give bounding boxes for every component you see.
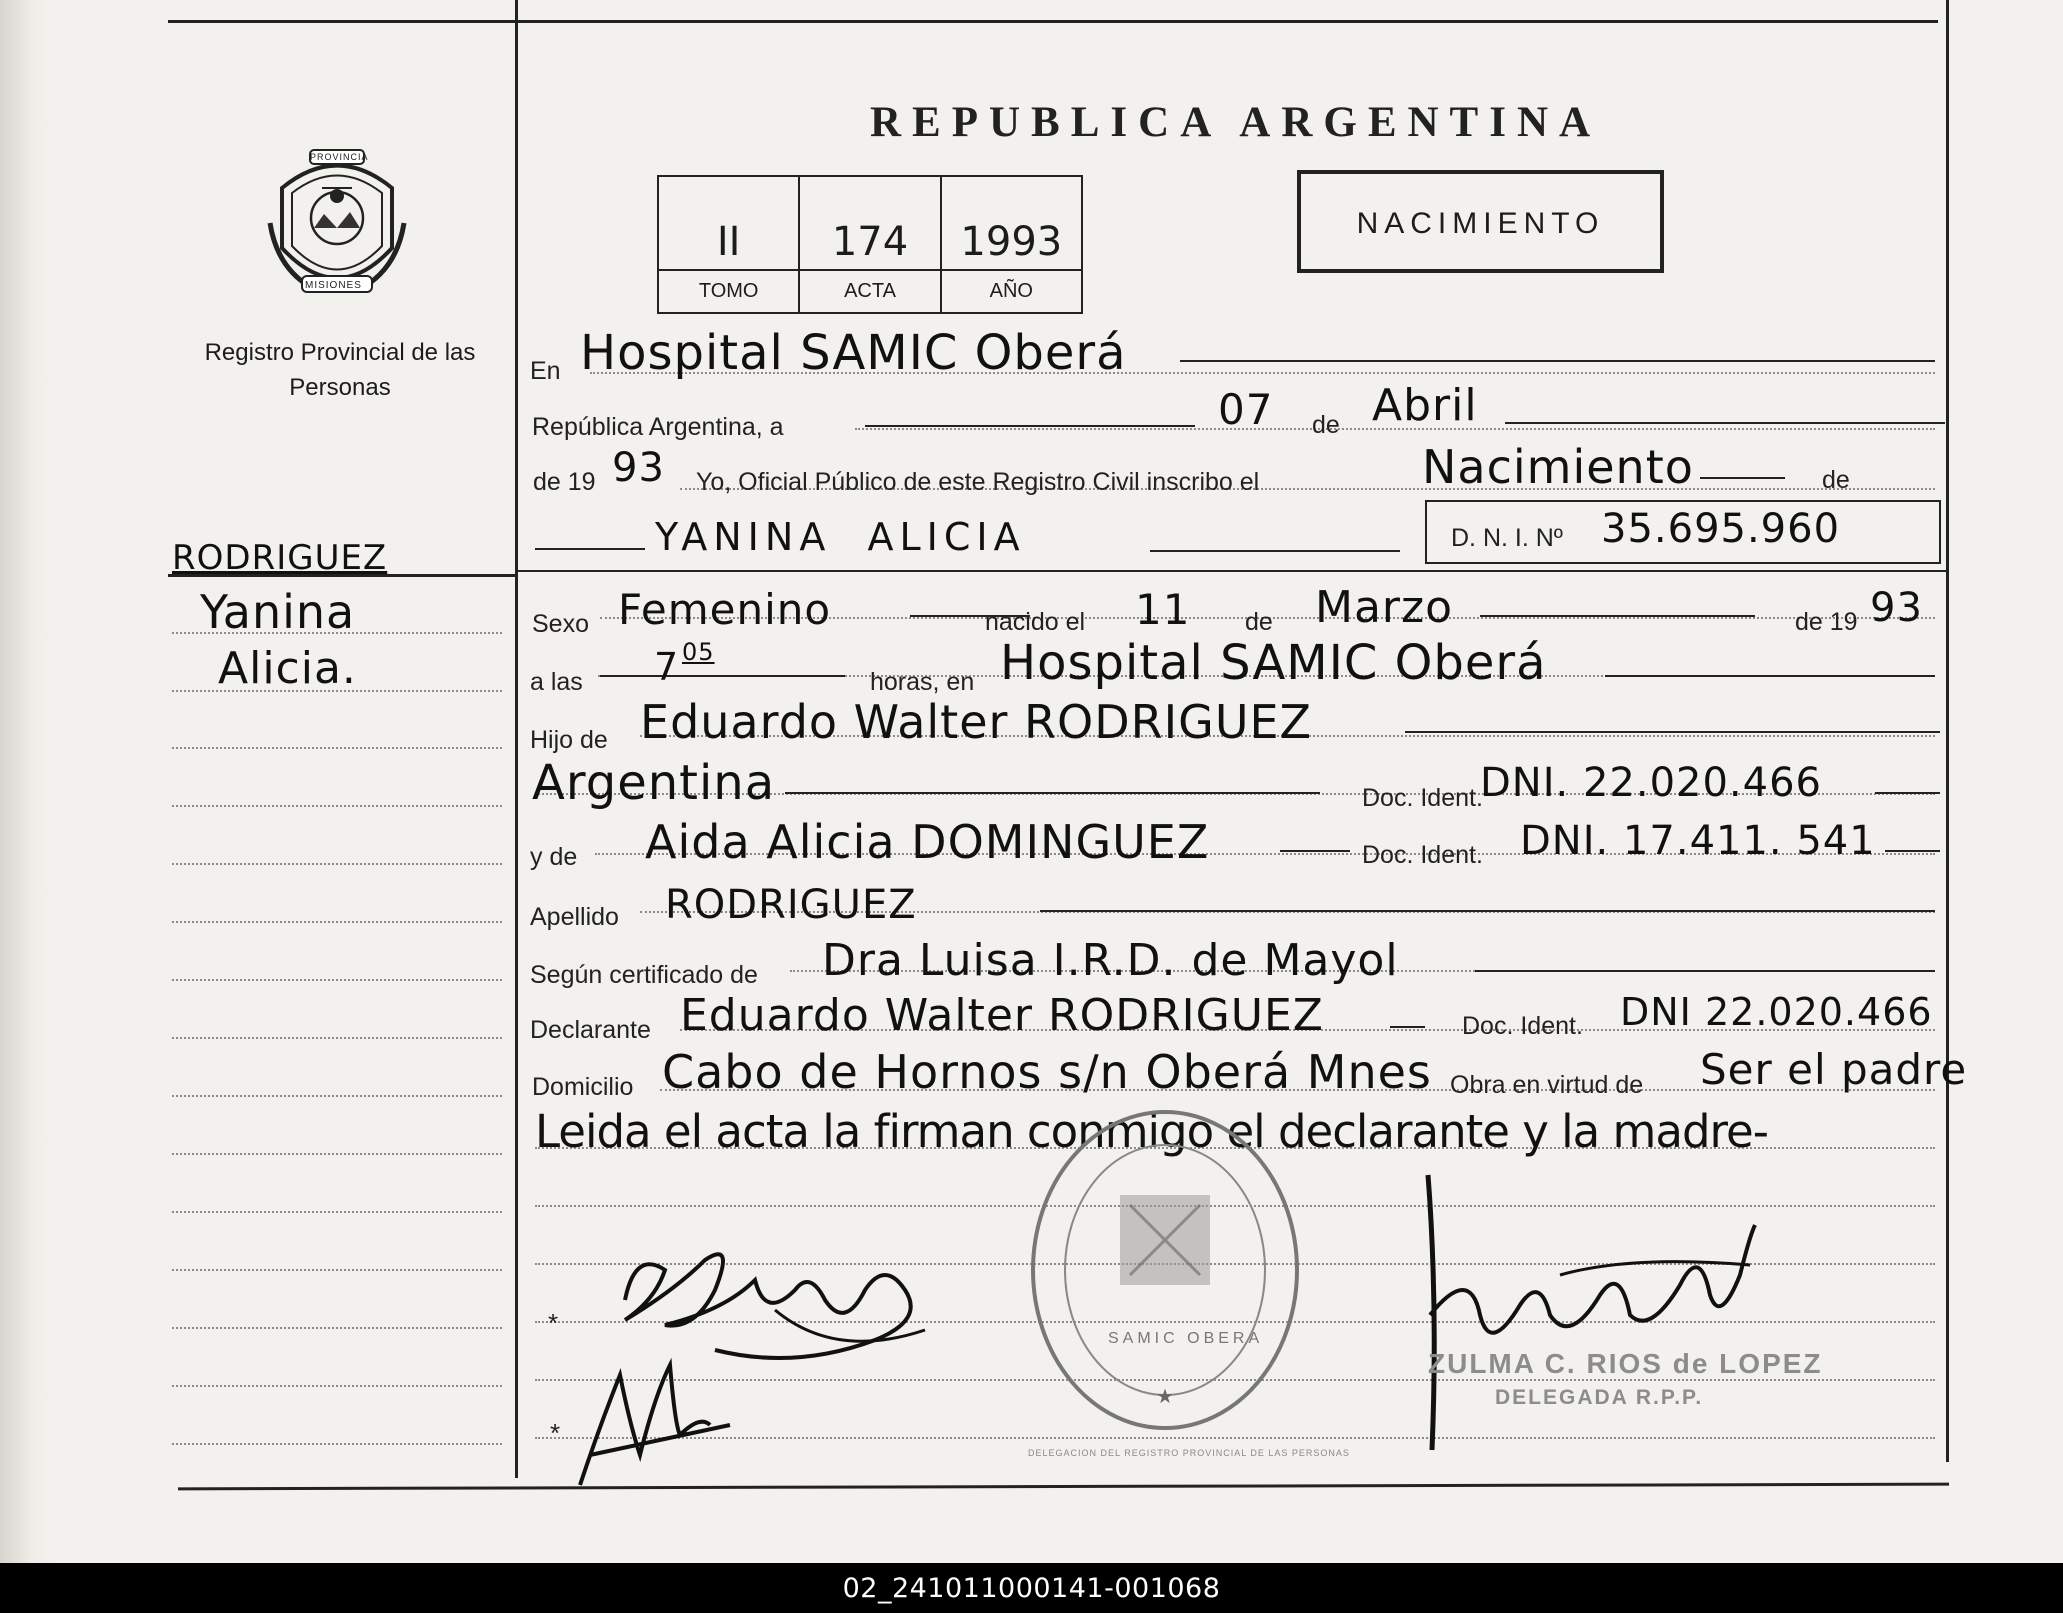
fill-rule (1405, 731, 1940, 733)
seal-top-text: PROVINCIA (310, 152, 369, 162)
segun-label: Según certificado de (530, 961, 758, 989)
ano-label: AÑO (942, 269, 1081, 312)
month-value: Abril (1372, 380, 1478, 431)
form-header-rule (516, 570, 1946, 572)
sidebar-line (172, 979, 502, 981)
doc-ident-label-1: Doc. Ident. (1362, 784, 1483, 812)
obra-value: Ser el padre (1700, 1045, 1968, 1094)
doc-ident-label-2: Doc. Ident. (1362, 841, 1483, 869)
de-label-3: de (1245, 608, 1273, 636)
stamp-inner-text: SAMIC OBERA (1108, 1330, 1264, 1347)
fill-rule (535, 548, 645, 550)
sexo-label: Sexo (532, 610, 589, 638)
acta-cell (800, 177, 941, 312)
birth-place-value: Hospital SAMIC Oberá (1000, 635, 1547, 691)
tomo-value: II (716, 219, 741, 265)
image-id: 02_241011000141-001068 (842, 1572, 1221, 1604)
fill-rule (1475, 970, 1935, 972)
fill-rule (1480, 615, 1755, 617)
mother-signature-icon (560, 1335, 760, 1495)
hijo-label: Hijo de (530, 726, 608, 754)
sidebar-surname: RODRIGUEZ (172, 538, 388, 578)
sidebar-line (172, 1153, 502, 1155)
apellido-value: RODRIGUEZ (665, 882, 917, 928)
fill-rule (1885, 850, 1940, 852)
declarante-label: Declarante (530, 1016, 651, 1044)
nacido-label: nacido el (985, 608, 1086, 636)
en-label: En (530, 357, 561, 385)
de-label-1: de (1312, 411, 1340, 439)
domicilio-value: Cabo de Hornos s/n Oberá Mnes (662, 1045, 1432, 1099)
official-typed-name: ZULMA C. RIOS de LOPEZ (1428, 1348, 1823, 1379)
mother-value: Aida Alicia DOMINGUEZ (645, 815, 1210, 869)
ano-cell (942, 177, 1081, 312)
official-signature-icon (1410, 1165, 1790, 1455)
sidebar-line (172, 805, 502, 807)
fill-rule (1605, 675, 1935, 677)
dni-label: D. N. I. Nº (1451, 524, 1563, 552)
right-border (1946, 0, 1949, 1462)
certificado-value: Dra Luisa I.R.D. de Mayol (822, 935, 1399, 986)
declarante-doc-value: DNI 22.020.466 (1620, 990, 1933, 1034)
day-value: 07 (1218, 385, 1274, 434)
sidebar-line (172, 747, 502, 749)
hour-value: 7 (654, 645, 680, 689)
declarante-value: Eduardo Walter RODRIGUEZ (680, 990, 1324, 1041)
fill-rule (1040, 910, 1935, 912)
acta-value: 174 (831, 219, 909, 265)
y-de-label: y de (530, 843, 578, 871)
tomo-cell (659, 177, 800, 312)
minutes-value: 05 (682, 638, 715, 666)
official-typed-role: DELEGADA R.P.P. (1495, 1386, 1704, 1409)
closing-statement: Leida el acta la firman conmigo el declarante y la madre- (535, 1105, 1768, 1158)
fill-rule (1180, 360, 1935, 362)
top-rule (168, 20, 1938, 23)
tomo-label: TOMO (659, 269, 798, 312)
ano-value: 1993 (960, 219, 1063, 265)
dni-value: 35.695.960 (1601, 506, 1841, 552)
mother-doc-value: DNI. 17.411. 541 (1520, 818, 1876, 864)
fill-rule (865, 425, 1195, 427)
year-suffix: 93 (612, 445, 665, 491)
fill-rule (600, 675, 845, 677)
sidebar-line (172, 1095, 502, 1097)
republica-label: República Argentina, a (532, 413, 784, 441)
given-names-value: YANINA ALICIA (655, 515, 1026, 559)
seal-bottom-text: MISIONES (305, 280, 362, 291)
acta-label: ACTA (800, 269, 939, 312)
signature-mark-1: * (548, 1308, 559, 1338)
horas-label: horas, en (870, 668, 975, 696)
image-id-bar (0, 1563, 2063, 1613)
dni-box (1425, 500, 1941, 564)
sidebar-line (172, 863, 502, 865)
obra-label: Obra en virtud de (1450, 1071, 1644, 1099)
fill-rule (1390, 1026, 1425, 1028)
fill-rule (1280, 850, 1350, 852)
doc-ident-label-3: Doc. Ident. (1462, 1012, 1583, 1040)
yo-statement: Yo, Oficial Público de este Registro Civil inscribo el (696, 468, 1260, 496)
domicilio-label: Domicilio (532, 1073, 634, 1101)
signature-mark-2: * (550, 1418, 561, 1448)
year-prefix: de 19 (533, 468, 596, 496)
fill-rule (1150, 550, 1400, 552)
stamp-ring-text: DELEGACION DEL REGISTRO PROVINCIAL DE LAS PERSONAS (1028, 1448, 1350, 1458)
fill-rule (1505, 422, 1945, 424)
father-doc-value: DNI. 22.020.466 (1480, 760, 1822, 806)
bottom-rule (178, 1483, 1949, 1491)
fill-rule (1700, 477, 1785, 479)
binding-shadow (0, 0, 55, 1563)
country-title: REPUBLICA ARGENTINA (870, 99, 1602, 146)
delegation-stamp-icon (1025, 1105, 1305, 1435)
birth-day-value: 11 (1135, 585, 1191, 634)
sidebar-line (172, 1443, 502, 1445)
sidebar-line (172, 1037, 502, 1039)
father-nationality-value: Argentina (532, 755, 776, 811)
sidebar-line (172, 1211, 502, 1213)
fill-rule (1875, 792, 1940, 794)
act-value: Nacimiento (1422, 440, 1694, 494)
sidebar-line (172, 1327, 502, 1329)
apellido-label: Apellido (530, 903, 619, 931)
registry-office-label: Registro Provincial de las Personas (204, 339, 476, 401)
birth-year-value: 93 (1870, 585, 1923, 631)
a-las-label: a las (530, 668, 583, 696)
column-divider (515, 0, 518, 1478)
birth-month-value: Marzo (1315, 582, 1454, 633)
de-19-label: de 19 (1795, 608, 1858, 636)
sidebar-line (172, 921, 502, 923)
sidebar-given-name-2: Alicia. (218, 643, 357, 694)
de-label-2: de (1822, 466, 1850, 494)
svg-text:★: ★ (1156, 1384, 1174, 1408)
place-value: Hospital SAMIC Oberá (580, 325, 1127, 381)
record-type-box: NACIMIENTO (1297, 170, 1664, 273)
sidebar-line (172, 1269, 502, 1271)
register-box (657, 175, 1083, 314)
father-value: Eduardo Walter RODRIGUEZ (640, 695, 1313, 749)
sidebar-line (172, 1385, 502, 1387)
fill-rule (785, 792, 1320, 794)
sexo-value: Femenino (618, 585, 832, 634)
sidebar-given-name-1: Yanina (200, 585, 356, 639)
